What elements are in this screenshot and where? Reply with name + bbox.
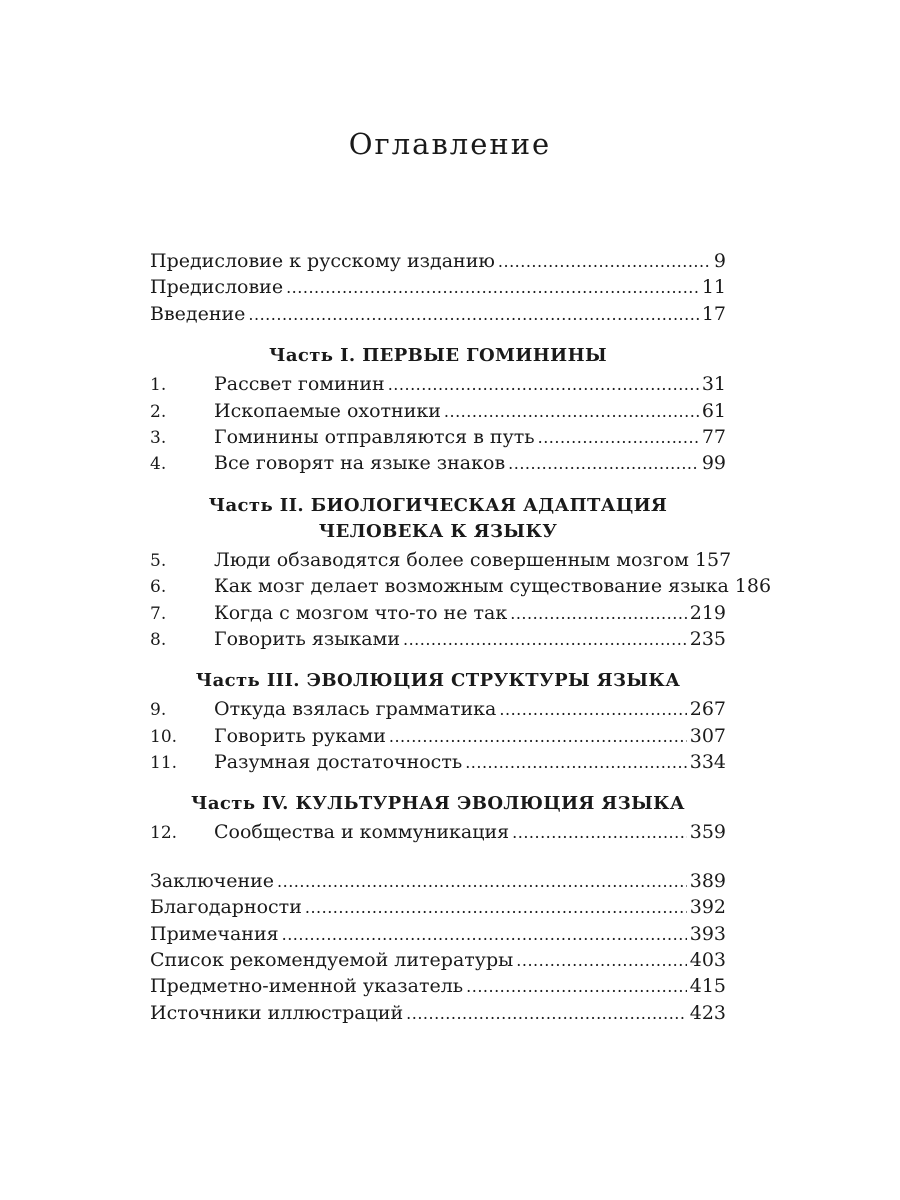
- toc-entry-label: Источники иллюстраций: [150, 1001, 404, 1024]
- section-gap: [150, 846, 726, 868]
- toc-entry-back-4[interactable]: [150, 947, 726, 973]
- toc-entry-front-2[interactable]: [150, 274, 726, 300]
- leader-dots: [305, 894, 687, 921]
- leader-dots: [516, 947, 686, 974]
- leader-dots: [282, 921, 687, 948]
- leader-dots: [512, 819, 687, 846]
- toc-entry-label: Предметно-именной указатель: [150, 975, 464, 998]
- toc-entry-label: Примечания: [150, 922, 279, 945]
- toc-entry-page: 392: [689, 896, 726, 919]
- toc-entry-label: Список рекомендуемой литературы: [150, 949, 514, 972]
- toc-entry-label: Введение: [150, 302, 246, 325]
- toc-entry-label: Разумная достаточность: [214, 751, 463, 774]
- toc-entry-label: Говорить языками: [214, 627, 400, 650]
- toc-entry-label: Говорить руками: [214, 724, 386, 747]
- toc-entry-label: Предисловие: [150, 276, 284, 299]
- toc-entry-label: Предисловие к русскому изданию: [150, 250, 495, 272]
- toc-entry-chapter-11[interactable]: [150, 749, 726, 775]
- toc-entry-label: Гоминины отправляются в путь: [214, 425, 535, 448]
- chapter-number: 4.: [150, 454, 167, 475]
- part-heading-line: ЧЕЛОВЕКА К ЯЗЫКУ: [318, 520, 558, 542]
- page-title: Оглавление: [348, 127, 552, 161]
- leader-dots: [466, 973, 687, 1000]
- toc-entry-label: Когда с мозгом что-то не так: [214, 601, 508, 624]
- toc-entry-page: 267: [689, 698, 726, 721]
- part-heading-line: Часть II. БИОЛОГИЧЕСКАЯ АДАПТАЦИЯ: [208, 494, 668, 516]
- toc-entry-page: 186: [734, 575, 772, 598]
- toc-entry-chapter-3[interactable]: [150, 424, 726, 450]
- part-heading-line: Часть III. ЭВОЛЮЦИЯ СТРУКТУРЫ ЯЗЫКА: [195, 670, 681, 692]
- leader-dots: [444, 398, 699, 425]
- leader-dots: [498, 248, 711, 275]
- toc-entry-label: Ископаемые охотники: [214, 399, 441, 422]
- chapter-number: 11.: [150, 753, 178, 774]
- toc-entry-back-2[interactable]: [150, 894, 726, 920]
- toc-entry-page: 415: [689, 975, 726, 998]
- toc-entry-page: 11: [701, 276, 726, 299]
- toc-entry-label: Рассвет гоминин: [214, 373, 385, 396]
- chapter-number: 5.: [150, 550, 167, 571]
- leader-dots: [248, 301, 698, 328]
- leader-dots: [499, 696, 686, 723]
- leader-dots: [406, 1000, 687, 1027]
- toc-entry-page: 99: [701, 452, 726, 475]
- toc-entry-chapter-9[interactable]: [150, 696, 726, 722]
- part-heading-3: [150, 652, 726, 696]
- toc-entry-chapter-7[interactable]: [150, 600, 726, 626]
- toc-entry-label: Как мозг делает возможным существование языка: [214, 575, 729, 598]
- toc-entry-page: 307: [689, 724, 726, 747]
- chapter-number: 2.: [150, 401, 167, 422]
- toc-entry-back-5[interactable]: [150, 973, 726, 999]
- toc-entry-front-1[interactable]: [150, 248, 726, 274]
- toc-entry-front-3[interactable]: [150, 301, 726, 327]
- toc-entry-page: 157: [694, 548, 732, 571]
- part-heading-2: [150, 477, 726, 547]
- toc-entry-page: 61: [701, 399, 726, 422]
- leader-dots: [389, 723, 687, 750]
- toc-entry-chapter-6[interactable]: [150, 573, 772, 599]
- toc-entry-page: 423: [689, 1001, 726, 1024]
- toc-entry-page: 77: [701, 425, 726, 448]
- leader-dots: [508, 450, 699, 477]
- chapter-number: 8.: [150, 629, 167, 650]
- toc-entry-back-1[interactable]: [150, 868, 726, 894]
- leader-dots: [538, 424, 699, 451]
- leader-dots: [510, 600, 687, 627]
- leader-dots: [403, 626, 687, 653]
- part-heading-4: [150, 775, 726, 819]
- toc-entry-label: Заключение: [150, 869, 275, 892]
- toc-entry-page: 359: [689, 821, 726, 844]
- toc-entry-page: 31: [701, 373, 726, 396]
- table-of-contents: [150, 248, 772, 1026]
- toc-entry-page: 17: [701, 302, 726, 325]
- part-heading-line: Часть I. ПЕРВЫЕ ГОМИНИНЫ: [268, 345, 608, 367]
- toc-entry-chapter-1[interactable]: [150, 371, 726, 397]
- chapter-number: 1.: [150, 375, 167, 396]
- toc-entry-chapter-2[interactable]: [150, 398, 726, 424]
- toc-entry-label: Откуда взялась грамматика: [214, 698, 497, 721]
- chapter-number: 9.: [150, 700, 167, 721]
- toc-entry-chapter-5[interactable]: [150, 547, 732, 573]
- toc-entry-label: Сообщества и коммуникация: [214, 821, 510, 844]
- toc-entry-chapter-4[interactable]: [150, 450, 726, 476]
- chapter-number: 7.: [150, 603, 167, 624]
- toc-entry-page: 235: [689, 627, 726, 650]
- toc-entry-page: 403: [689, 949, 726, 972]
- toc-entry-page: 219: [689, 601, 726, 624]
- toc-entry-page: 334: [689, 751, 726, 774]
- leader-dots: [277, 868, 687, 895]
- toc-entry-back-3[interactable]: [150, 921, 726, 947]
- toc-entry-chapter-8[interactable]: [150, 626, 726, 652]
- toc-entry-chapter-12[interactable]: [150, 819, 726, 845]
- leader-dots: [286, 274, 699, 301]
- toc-entry-label: Люди обзаводятся более совершенным мозгом: [214, 548, 689, 571]
- toc-entry-page: 393: [689, 922, 726, 945]
- part-heading-line: Часть IV. КУЛЬТУРНАЯ ЭВОЛЮЦИЯ ЯЗЫКА: [191, 793, 685, 815]
- toc-entry-back-6[interactable]: [150, 1000, 726, 1026]
- chapter-number: 3.: [150, 427, 167, 448]
- toc-entry-label: Все говорят на языке знаков: [214, 452, 506, 475]
- chapter-number: 6.: [150, 577, 167, 598]
- toc-entry-label: Благодарности: [150, 896, 302, 919]
- toc-entry-page: 389: [689, 869, 726, 892]
- toc-entry-page: 9: [713, 250, 726, 272]
- toc-entry-chapter-10[interactable]: [150, 723, 726, 749]
- leader-dots: [388, 371, 699, 398]
- part-heading-1: [150, 327, 726, 371]
- chapter-number: 10.: [150, 726, 178, 747]
- leader-dots: [465, 749, 687, 776]
- chapter-number: 12.: [150, 823, 178, 844]
